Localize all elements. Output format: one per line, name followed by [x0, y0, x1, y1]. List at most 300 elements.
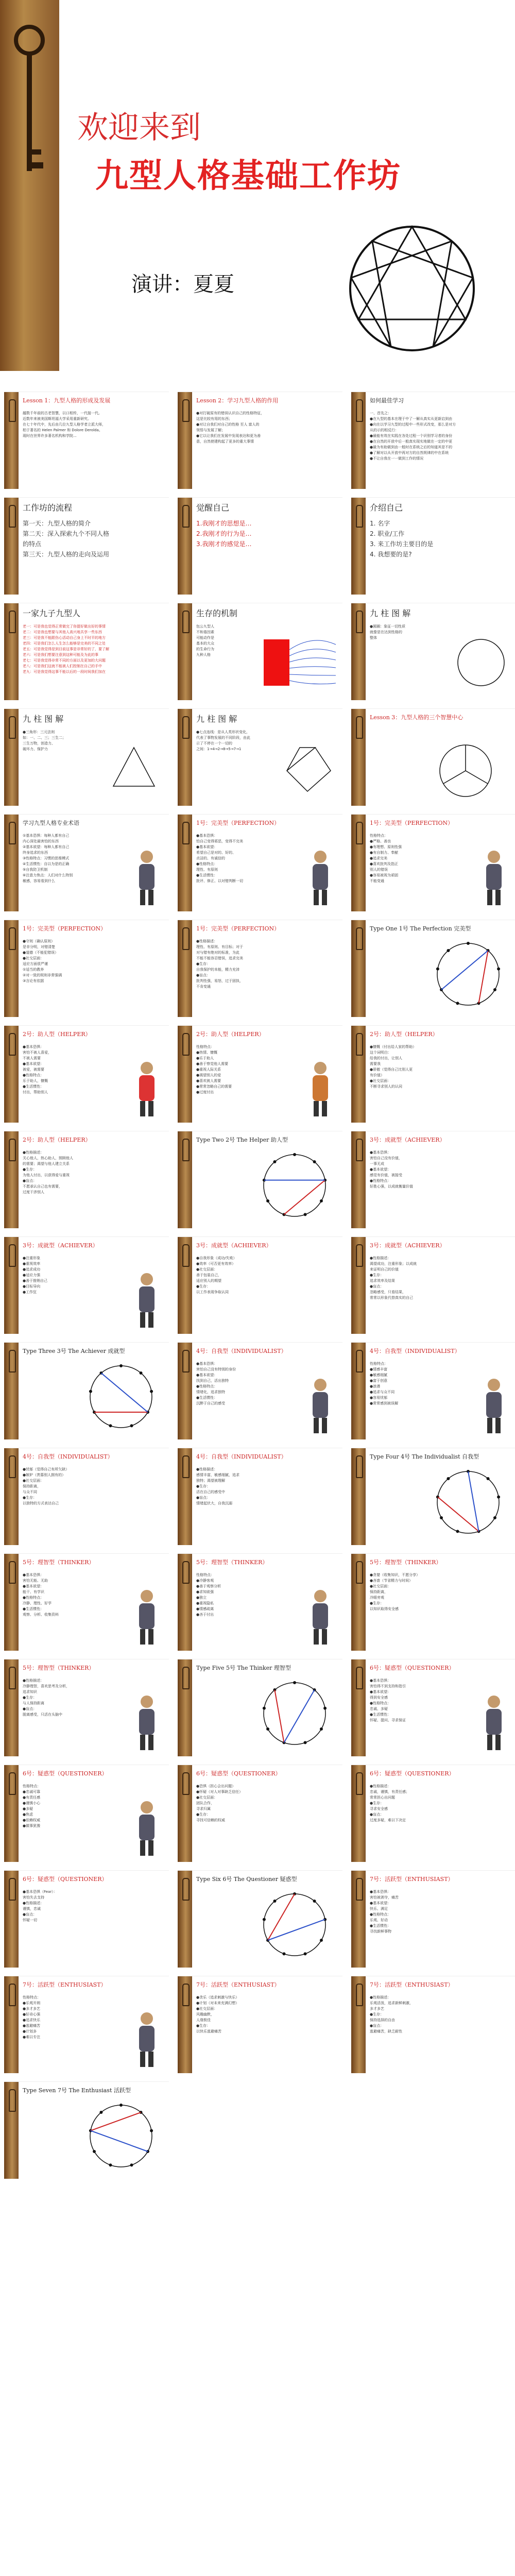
- slide-body: [196, 411, 335, 445]
- wood-bar: [351, 1871, 366, 1968]
- body-line: ●圆圈：象征一切性质: [370, 624, 406, 629]
- body-line: 老八：可是我们这就不能被人们控制在自己的手中: [23, 664, 102, 668]
- body-line: ●基本恐惧：: [370, 1890, 391, 1894]
- slide-36: [178, 1553, 342, 1651]
- body-line: ③性格特点：习惯的思维模式: [23, 856, 70, 860]
- body-line: ●善于推销自己: [23, 1279, 48, 1283]
- body-line: 这个词明白：: [370, 1050, 391, 1055]
- body-line: 冷静理智，喜欢思考及分析，: [23, 1684, 70, 1688]
- body-line: ●有责任感: [23, 1795, 41, 1800]
- slide-27: [178, 1236, 342, 1334]
- body-line: 不愿承认自己也有需要，: [23, 1184, 62, 1189]
- slide-5: [4, 497, 169, 595]
- body-line: ②基本欲望：每种人都有自己: [23, 845, 70, 849]
- body-line: 第二天：深入探索九个不同人格: [23, 530, 110, 537]
- body-line: ●慷慨（付出给人家的帮助）: [370, 1045, 417, 1049]
- slide-8: [4, 603, 169, 700]
- body-line: 以独特的方式表达自己: [23, 1501, 59, 1505]
- body-line: 来证明自己的价值: [370, 1267, 399, 1272]
- body-line: ●性格描述：: [370, 1256, 391, 1260]
- body-line: ●喜欢被人需要: [196, 1079, 221, 1083]
- body-line: ●盲点：: [370, 1284, 384, 1289]
- wood-bar: [4, 709, 19, 806]
- body-line: 以工作表现争取认同: [196, 1290, 229, 1294]
- body-line: 不能变通: [370, 879, 384, 883]
- slide-title: 3号：成就型（ACHIEVER）: [23, 1242, 98, 1249]
- wood-bar: [4, 1765, 19, 1862]
- body-line: 脱离感受，只活在头脑中: [23, 1713, 62, 1717]
- body-line: 自我保护的本能，精力充沛: [196, 968, 239, 972]
- body-line: ●生存：: [370, 2012, 384, 2016]
- body-line: ●生活惯性：: [370, 1713, 391, 1717]
- body-line: ●性格描述：: [196, 1467, 218, 1471]
- body-line: ⑤自我防卫机制: [23, 868, 48, 872]
- body-line: ●容易被视为顽固: [370, 873, 399, 877]
- body-line: 不肯变通: [196, 985, 211, 989]
- body-line: ●基本恐惧：: [370, 1150, 391, 1155]
- wood-bar: [4, 1554, 19, 1651]
- body-line: ●盲点：: [196, 1496, 211, 1500]
- body-line: ●乐于助人: [196, 1056, 214, 1060]
- body-line: 付出，帮助别人: [23, 1090, 48, 1094]
- slide-title: 4号：自我型（INDIVIDUALIST）: [23, 1453, 113, 1460]
- body-line: 是非分明，对错清楚: [23, 945, 55, 949]
- body-line: 沉醉于自己的感受: [196, 1401, 225, 1405]
- body-line: ●谨慎小心: [23, 1801, 41, 1805]
- body-line: 性格特点：: [23, 1995, 41, 1999]
- body-line: ●社交层面：: [196, 1267, 218, 1272]
- figure-triad: [419, 735, 512, 802]
- body-line: 性格特点：: [196, 1045, 214, 1049]
- slide-title: 6号：疑惑型（QUESTIONER）: [23, 1876, 108, 1883]
- body-line: ④生活惯性：自以为是的正确: [23, 862, 70, 866]
- body-line: 与众不同: [23, 1490, 37, 1494]
- body-line: ●基本恐惧：: [196, 834, 218, 838]
- body-line: ●渴望别人的爱: [196, 1073, 221, 1077]
- body-line: 感情丰富，敏感细腻，追求: [196, 1473, 239, 1477]
- slide-body: [23, 1889, 162, 1923]
- slide-body: [23, 411, 162, 439]
- figure-hexad: [277, 735, 338, 802]
- wood-bar: [351, 1554, 366, 1651]
- wood-bar: [178, 1976, 192, 2073]
- body-line: ●基本欲望：: [196, 845, 218, 849]
- body-line: 整体: [370, 636, 377, 640]
- body-line: 老三：可是我不能跟伤心活动自己身上不时平的地方: [23, 636, 106, 640]
- wood-bar: [351, 815, 366, 911]
- speaker-text: 演讲：夏夏: [131, 273, 234, 296]
- body-line: 老四：可是我们怎么人生怎么能够是完美的不同之处: [23, 641, 106, 646]
- body-line: 2. 职业/工作: [370, 530, 405, 537]
- slide-46: [351, 1870, 515, 1968]
- body-line: 第三天：九型人格的走向及运用: [23, 551, 110, 558]
- slide-title: 4号：自我型（INDIVIDUALIST）: [196, 1348, 287, 1354]
- body-line: 不断寻求别人的认同: [370, 1084, 402, 1089]
- slide-title: 3号：成就型（ACHIEVER）: [370, 1242, 445, 1249]
- body-line: ●对让自我们对自己的性格 至人 富人的: [196, 422, 260, 427]
- slide-body: [196, 1467, 335, 1506]
- body-line: ●严格、善良: [370, 839, 391, 843]
- slide-title: 1号：完美型（PERFECTION）: [23, 925, 107, 932]
- body-line: 为他人付出，以获得爱与重视: [23, 1173, 70, 1177]
- body-line: 九种人格: [196, 653, 211, 657]
- slide-body: [370, 1150, 509, 1190]
- body-line: ●生存：: [196, 1812, 211, 1817]
- wood-bar: [178, 1765, 192, 1862]
- body-line: ●过度付出: [196, 1090, 214, 1094]
- body-line: ●性格描述：: [370, 1995, 391, 1999]
- body-line: ●工作狂: [23, 1290, 37, 1294]
- slide-body: [196, 1256, 335, 1295]
- slide-title: Lesson 2：学习九型人格的作用: [196, 397, 279, 404]
- body-line: ●社交层面：: [196, 2007, 218, 2011]
- body-line: 不能不能容忍错误，追求完美: [196, 956, 243, 960]
- slide-19: [351, 920, 515, 1017]
- body-line: 1. 名字: [370, 520, 390, 527]
- body-line: 别人的错误: [370, 868, 388, 872]
- body-line: ●生存：: [23, 1496, 37, 1500]
- body-line: 常常以形象代替真实的自己: [370, 1296, 413, 1300]
- body-line: 如：一、二、三；三生二；: [23, 736, 66, 740]
- body-line: ●向在以学习九型的过程中一些形式改变，那么是对方: [370, 422, 456, 427]
- body-line: ●盲点：: [370, 1812, 384, 1817]
- body-line: ●容易忧郁: [370, 1396, 388, 1400]
- body-line: 害怕不被人喜爱，: [23, 1050, 52, 1055]
- body-line: ●计划（对未来充满幻想）: [196, 2001, 239, 2005]
- body-line: ●常常忽略自己的需要: [196, 1084, 232, 1089]
- body-line: 适应方面很严谨: [23, 962, 48, 966]
- body-line: 需要我: [370, 1062, 381, 1066]
- body-line: 敏感，容易看到什么: [23, 879, 55, 883]
- body-line: 老九：可是我觉得这事不能以后的一段时间我们加在: [23, 670, 106, 674]
- body-line: 领悟与发展了解；: [196, 428, 225, 432]
- body-line: ●七点连线：是从人类形状变化，: [196, 730, 250, 734]
- wood-bar: [351, 603, 366, 700]
- body-line: ●吝啬（节省精力与时间）: [370, 1579, 413, 1583]
- body-line: 冷静、理性、好学: [23, 1601, 52, 1605]
- body-line: ●了解对以从开放中再对方的自然规律的中在系统: [370, 451, 449, 455]
- body-line: ●性格特点：: [370, 1179, 391, 1183]
- wood-bar: [178, 709, 192, 806]
- figure-dancer: [129, 2007, 165, 2069]
- body-line: 不被人需要: [23, 1056, 41, 1060]
- slide-18: [178, 920, 342, 1017]
- body-line: 乐观活泼，追求新鲜刺激，: [370, 2001, 413, 2005]
- body-line: ●基本恐惧：: [196, 1362, 218, 1366]
- wood-bar: [4, 392, 19, 489]
- body-line: 终身追求的东西: [23, 851, 48, 855]
- slide-title: Type Three 3号 The Achiever 成就型: [23, 1348, 125, 1354]
- body-line: ●性格描述：: [196, 939, 218, 943]
- wood-bar: [178, 498, 192, 595]
- body-line: ●注重形象: [23, 1256, 41, 1260]
- body-line: 活在自己的感受中: [196, 1490, 225, 1494]
- body-line: 害怕失去支持: [23, 1895, 44, 1900]
- body-line: 过度多疑，难以下决定: [370, 1818, 406, 1822]
- body-line: 团队合作，: [196, 1801, 214, 1805]
- slide-45: [178, 1870, 342, 1968]
- slide-25: [351, 1131, 515, 1228]
- body-line: ●自我形象（成功/失败）: [196, 1256, 237, 1260]
- body-line: ●基本恐惧：: [370, 1679, 391, 1683]
- body-line: 有价值）: [370, 1073, 384, 1077]
- body-line: ●生存：: [23, 1696, 37, 1700]
- body-line: ●重视人际关系: [196, 1067, 221, 1072]
- body-line: 逃避痛苦，缺乏耐性: [370, 2029, 402, 2033]
- body-line: ●嫉妒（羡慕别人拥有的）: [23, 1473, 66, 1477]
- slide-title: 3号：成就型（ACHIEVER）: [370, 1137, 445, 1143]
- body-line: 柏于著名的 Helen Palmer 和 Dolore Derolda。: [23, 428, 102, 432]
- body-line: 被爱，被需要: [23, 1067, 44, 1072]
- slide-title: 2号：助人型（HELPER）: [23, 1137, 91, 1143]
- body-line: 3. 来工作坊主要目的是: [370, 540, 434, 548]
- slide-body: [23, 939, 162, 984]
- body-line: ●追求完美: [370, 856, 388, 860]
- slide-body: [196, 518, 335, 549]
- figure-arrow: [129, 1268, 165, 1330]
- slide-38: [4, 1659, 169, 1756]
- body-line: 老六：可是我们想要注意到这种可能及为此的事: [23, 653, 98, 657]
- body-line: ●生存：: [370, 1801, 384, 1805]
- slide-21: [178, 1025, 342, 1123]
- body-line: ●难以专注: [23, 2035, 41, 2039]
- body-line: ●盲点：: [23, 1912, 37, 1917]
- body-line: 理性、有原则、有目标；对于: [196, 945, 243, 949]
- body-line: ●吝于付出: [196, 1613, 214, 1617]
- figure-painter: [476, 1374, 512, 1435]
- body-line: ●基本恐惧（Fear）：: [23, 1890, 57, 1894]
- body-line: ●怀疑（对人对事缺乏信任）: [196, 1790, 243, 1794]
- slide-13: [351, 708, 515, 806]
- body-line: 追求知识: [23, 1690, 37, 1694]
- body-line: ●三角形：三元法则: [23, 730, 55, 734]
- body-line: ●生存：: [196, 2024, 211, 2028]
- body-line: 性格特点：: [196, 1573, 214, 1577]
- body-line: ●性格特点：: [196, 862, 218, 866]
- body-line: 老二：可是我也想要与其他人高兴地共享一些东西: [23, 630, 102, 634]
- slide-title: 工作坊的流程: [23, 503, 73, 513]
- body-line: 害怕被剥夺，痛苦: [370, 1895, 399, 1900]
- body-line: 批评、修正、以对错判断一切: [196, 879, 243, 883]
- slide-body: [370, 1995, 509, 2035]
- body-line: ③言论有依据: [23, 979, 44, 983]
- figure-monitor: [302, 1585, 338, 1647]
- slide-body: [23, 518, 162, 560]
- slide-title: Type Two 2号 The Helper 助人型: [196, 1137, 288, 1143]
- body-line: 在七十年代中，先后由几位九型人格学者立派大师，: [23, 422, 106, 427]
- body-line: ●不让自我在一一做到工作的情况: [370, 456, 424, 461]
- body-line: ●基本恐惧：: [23, 1573, 44, 1577]
- body-line: 第一天：九型人格的简介: [23, 520, 91, 527]
- body-line: 代表了事物发展的不同阶段，由此: [196, 736, 250, 740]
- slide-title: 5号：理智型（THINKER）: [196, 1559, 268, 1566]
- slide-body: [370, 1889, 509, 1935]
- cover-slide: [0, 0, 515, 371]
- body-line: 忠诚，谨慎，有责任感；: [370, 1790, 409, 1794]
- body-line: ●它以让我们在发展中发现表达和更为善: [196, 434, 261, 438]
- slide-3: [178, 392, 342, 489]
- body-line: ●好奇心强: [23, 2012, 41, 2016]
- wood-bar: [178, 1026, 192, 1123]
- slide-title: 6号：疑惑型（QUESTIONER）: [196, 1770, 281, 1777]
- body-line: ●生活惯性：: [23, 1084, 44, 1089]
- slide-23: [4, 1131, 169, 1228]
- body-line: 4. 我想要的是?: [370, 551, 412, 558]
- slide-34: [351, 1448, 515, 1545]
- body-line: ●常常感到被误解: [370, 1401, 399, 1405]
- body-line: ●基本欲望：: [370, 1167, 391, 1172]
- body-line: 保持选择的自由: [370, 2018, 395, 2022]
- body-line: 近数年来被美国斯坦福大学采用重新研究。: [23, 417, 91, 421]
- body-line: 忠诚、多疑: [370, 1707, 388, 1711]
- body-line: ●依赖权威: [23, 1818, 41, 1822]
- wood-bar: [4, 498, 19, 595]
- body-line: 害怕自己没有特别的身份: [196, 1367, 236, 1371]
- body-line: 找到自己，活出独特: [196, 1379, 229, 1383]
- body-line: ●社交层面：: [23, 1479, 44, 1483]
- slide-title: 九 柱 图 解: [370, 608, 411, 618]
- body-line: 的生命行为: [196, 647, 214, 651]
- body-line: 以快乐逃避痛苦: [196, 2029, 221, 2033]
- figure-woman: [302, 1057, 338, 1118]
- slide-50: [4, 2081, 169, 2179]
- body-line: ●有理想、原则性强: [370, 845, 402, 849]
- body-line: 情绪化，追求独特: [196, 1390, 225, 1394]
- slide-title: Type One 1号 The Perfection 完美型: [370, 925, 471, 932]
- body-line: 三生万物，创造力、: [23, 741, 55, 745]
- body-line: 不和谐因素: [196, 630, 214, 634]
- body-line: 希望自己是对的、好的、: [196, 851, 236, 855]
- body-line: ●盲点：: [370, 2024, 384, 2028]
- body-line: 越数千年前的古老智慧，以口相传，一代接一代。: [23, 411, 102, 415]
- body-line: ●盲点：: [23, 1707, 37, 1711]
- slide-title: 6号：疑惑型（QUESTIONER）: [370, 1770, 455, 1777]
- body-line: 能干、有学识: [23, 1590, 44, 1594]
- body-line: ●忠诚可靠: [23, 1790, 41, 1794]
- slide-title: 3号：成就型（ACHIEVER）: [196, 1242, 272, 1249]
- slide-body: [370, 1784, 509, 1823]
- body-line: ●生存：: [370, 1601, 384, 1605]
- body-line: ①基本恐惧：每种人都有自己: [23, 834, 70, 838]
- body-line: 意，自然使建构起了更多的重大事情: [196, 439, 254, 444]
- body-line: ●多疑: [23, 1807, 33, 1811]
- body-line: ●在九型的基本在理于中了一解从真实从更新启到由: [370, 417, 453, 421]
- slide-7: [351, 497, 515, 595]
- body-line: 感觉有价值，被接受: [370, 1173, 402, 1177]
- wood-bar: [351, 1976, 366, 2073]
- slide-9: [178, 603, 342, 700]
- slide-44: [4, 1870, 169, 1968]
- body-line: ●冷静客观: [196, 1579, 214, 1583]
- figure-circle: [450, 629, 512, 696]
- body-line: 批判性强，易怒，过于固执，: [196, 979, 243, 983]
- body-line: ●追求成功: [23, 1267, 41, 1272]
- wood-bar: [351, 392, 366, 489]
- body-line: 独特；渴望被理解: [196, 1479, 225, 1483]
- body-line: ●求知欲强: [196, 1590, 214, 1594]
- slide-49: [351, 1976, 515, 2073]
- body-line: 寻求归属: [196, 1807, 211, 1811]
- body-line: ●热情、慷慨: [196, 1050, 218, 1055]
- body-line: ●重视隐私: [196, 1601, 214, 1605]
- slide-title: 6号：疑惑型（QUESTIONER）: [370, 1665, 455, 1671]
- slide-body: [196, 1784, 335, 1823]
- body-line: 贞洁的、有诚信的: [196, 856, 225, 860]
- body-line: ●浪漫: [370, 1384, 381, 1388]
- body-line: 寻找可信赖的权威: [196, 1818, 225, 1822]
- figure-red-box: [261, 629, 338, 696]
- body-line: 老七：可是我觉得非常不同的方面以及更加的大问题: [23, 658, 106, 663]
- body-line: 的需要；渴望与他人建立关系: [23, 1162, 70, 1166]
- body-line: ●喜欢批判及指正: [370, 862, 399, 866]
- body-line: 3.我刚才的感觉是…: [196, 540, 252, 548]
- slide-2: [4, 392, 169, 489]
- wood-bar: [4, 1026, 19, 1123]
- body-line: 过度干涉别人: [23, 1190, 44, 1194]
- wood-bar: [178, 1871, 192, 1968]
- body-line: 以知识取得安全感: [370, 1607, 399, 1611]
- body-line: 常常担心出问题: [370, 1795, 395, 1800]
- wood-bar: [4, 815, 19, 911]
- slide-16: [351, 814, 515, 911]
- wood-bar: [351, 1448, 366, 1545]
- figure-triangle: [103, 735, 165, 802]
- slide-title: 7号：活跃型（ENTHUSIAST）: [23, 1981, 107, 1988]
- slide-title: 九 柱 图 解: [23, 714, 64, 724]
- body-line: ●效率（可否更有效率）: [196, 1262, 236, 1266]
- body-line: 乐观、好动: [370, 1918, 388, 1922]
- body-line: ●忧郁（觉得自己有所欠缺）: [23, 1467, 70, 1471]
- body-line: ●多才多艺: [23, 2007, 41, 2011]
- body-line: 追求效率及结果: [370, 1279, 395, 1283]
- body-line: 老一：可是我也觉得正常做完了你提好做出好的事情: [23, 624, 106, 629]
- body-line: ●性格特点：: [196, 1384, 218, 1388]
- body-line: 怕自己变得邪恶，变得不完美: [196, 839, 243, 843]
- figure-girl: [476, 1690, 512, 1752]
- body-line: ⑥注意力焦点：人们对什么特别: [23, 873, 73, 877]
- slide-title: 5号：理智型（THINKER）: [23, 1559, 95, 1566]
- slide-title: 生存的机制: [196, 608, 238, 618]
- slide-title: 5号：理智型（THINKER）: [23, 1665, 95, 1671]
- slide-body: [370, 1044, 509, 1090]
- body-line: 包公九型人: [196, 624, 214, 629]
- wood-bar: [351, 1237, 366, 1334]
- slide-body: [370, 518, 509, 560]
- body-line: 2.我刚才的行为是…: [196, 530, 252, 537]
- body-line: ●性格特点：: [370, 1912, 391, 1917]
- body-line: 风趣幽默，: [196, 2012, 214, 2016]
- slide-11: [4, 708, 169, 806]
- figure-ennea-7: [62, 2097, 165, 2175]
- slide-body: [370, 1572, 509, 1612]
- slide-title: 7号：活跃型（ENTHUSIAST）: [370, 1876, 454, 1883]
- body-line: 性格特点：: [370, 1362, 388, 1366]
- slide-17: [4, 920, 169, 1017]
- body-line: 基本的大众: [196, 641, 214, 646]
- body-line: 观察、分析、收集资料: [23, 1613, 59, 1617]
- figure-thinker: [129, 1585, 165, 1647]
- body-line: ●生存：: [23, 1167, 37, 1172]
- body-line: 害怕自己没有价值，: [370, 1156, 402, 1160]
- body-line: ●对打破原有的错误认识自己的性格特征，: [196, 411, 265, 415]
- body-line: ●生活惯性：: [196, 873, 218, 877]
- wood-bar: [351, 920, 366, 1017]
- slide-body: [370, 411, 509, 462]
- body-line: 保持距离，: [23, 1484, 41, 1488]
- body-line: ●生存：: [196, 962, 211, 966]
- slide-body: [370, 1256, 509, 1301]
- body-line: 寻求安全感: [370, 1807, 388, 1811]
